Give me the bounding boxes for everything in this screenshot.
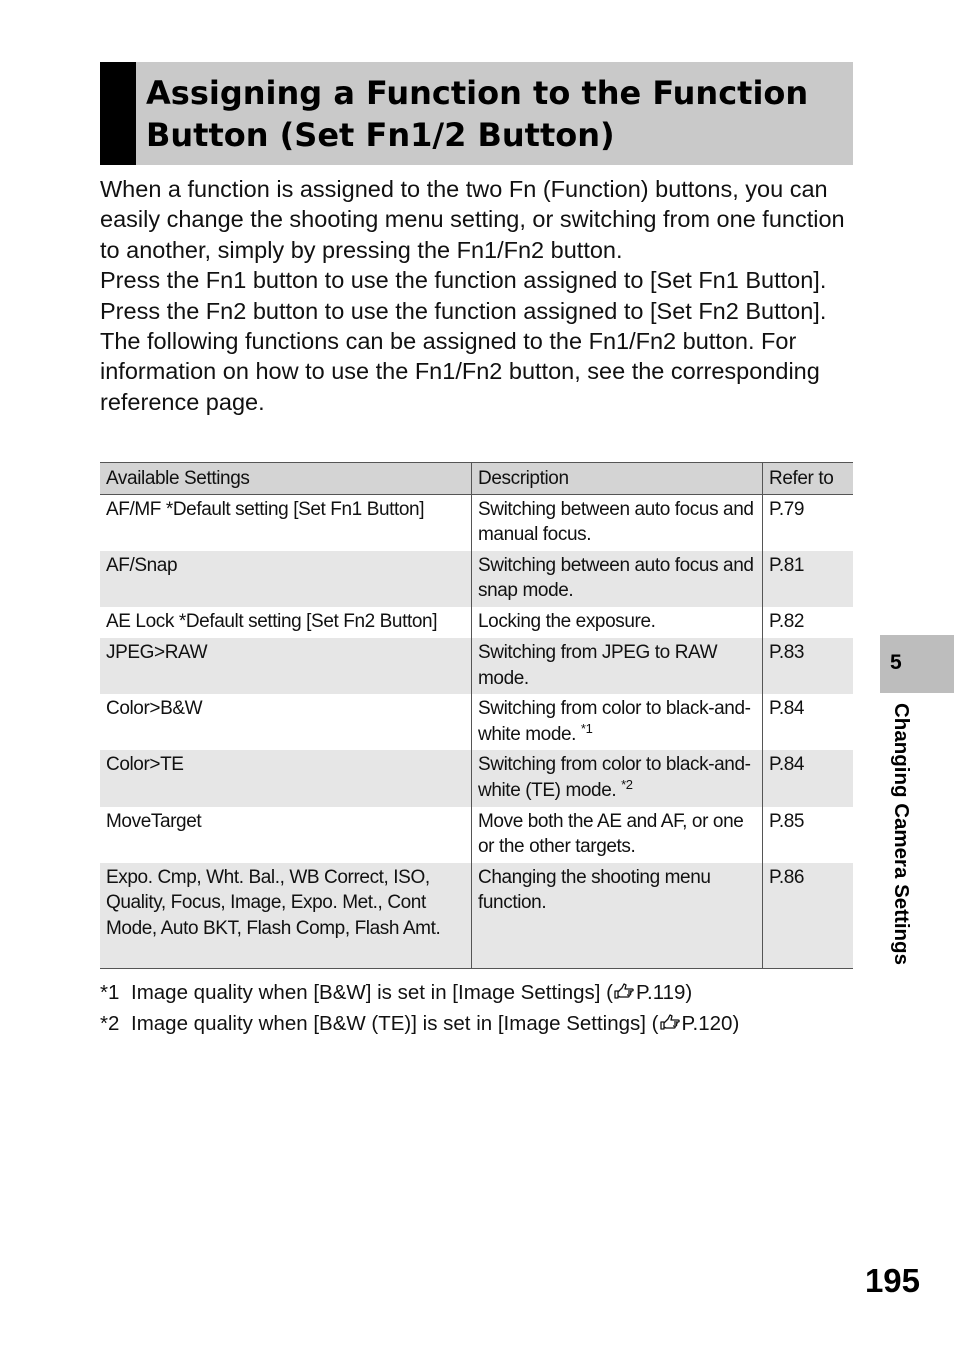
table-header-row [100, 463, 853, 495]
setting-cell: AF/MF *Default setting [Set Fn1 Button] [100, 494, 472, 551]
footnote-close: ) [732, 1011, 740, 1035]
footnote-marker: *2 [621, 776, 633, 792]
page-title [146, 72, 851, 156]
chapter-label: Changing Camera Settings [890, 703, 913, 965]
description-cell [472, 750, 763, 806]
setting-cell: AF/Snap [100, 551, 472, 607]
footnote-marker: *1 [580, 720, 593, 736]
intro-paragraph-3: The following functions can be assigned to the Fn1/Fn2 button. For information on how to use the Fn1/Fn2 button, see the corresponding reference page. [100, 328, 820, 415]
description-cell [472, 863, 763, 969]
table-row [100, 863, 853, 969]
footnote-text: Image quality when [B&W] is set in [Image Settings] ( [131, 981, 613, 1004]
description-cell [472, 551, 763, 607]
intro-text [100, 174, 860, 417]
chapter-tab [880, 635, 954, 693]
ref-cell: P.84 [769, 698, 805, 720]
ref-cell: P.83 [763, 638, 854, 694]
footnote-close: ) [685, 981, 693, 1004]
footnotes [100, 978, 860, 1039]
setting-cell: JPEG>RAW [100, 638, 472, 694]
footnote-ref: P.119 [635, 981, 686, 1004]
page-title-line-1: Assigning a Function to the Function [146, 74, 809, 112]
ref-cell: P.84 [763, 750, 854, 806]
table-row [100, 750, 853, 806]
setting-cell: Color>TE [100, 750, 472, 806]
section-title-bar [100, 62, 853, 165]
ref-cell: P.81 [763, 551, 854, 607]
page-title-line-2: Button (Set Fn1/2 Button) [146, 116, 615, 154]
footnote-mark: *1 [100, 981, 120, 1004]
header-description: Description [472, 463, 763, 495]
table-row [100, 494, 853, 551]
ref-cell: P.82 [769, 610, 805, 632]
footnote-1 [100, 978, 860, 1009]
setting-cell: Expo. Cmp, Wht. Bal., WB Correct, ISO, Quality, Focus, Image, Expo. Met., Cont Mode, Auto BKT, Flash Comp, Flash Amt. [100, 863, 472, 969]
description-text: Switching from color to black-and-white mode. [478, 698, 751, 745]
ref-cell: P.79 [769, 498, 805, 520]
description-text: Switching between auto focus and manual focus. [478, 498, 754, 546]
table-row [100, 807, 853, 863]
chapter-number: 5 [890, 651, 902, 674]
footnote-ref: P.120 [681, 1011, 733, 1035]
description-cell [472, 607, 763, 638]
intro-paragraph-1: When a function is assigned to the two Fn (Function) buttons, you can easily change the shooting menu setting, or switching from one function to another, simply by pressing the Fn1/Fn2 button. [100, 176, 845, 263]
table-row [100, 607, 853, 638]
description-text: Switching from JPEG to RAW mode. [478, 641, 718, 689]
table-row [100, 638, 853, 694]
description-cell [472, 638, 763, 694]
description-text: Move both the AE and AF, or one or the other targets. [478, 810, 744, 858]
setting-cell: Color>B&W [100, 694, 472, 750]
page-number: 195 [864, 1262, 920, 1299]
description-text: Switching between auto focus and snap mode. [478, 554, 754, 602]
description-cell [472, 694, 763, 750]
table-row [100, 694, 853, 750]
description-text: Changing the shooting menu function. [478, 866, 711, 914]
pointing-hand-reference-icon [660, 1014, 680, 1032]
description-text: Switching from color to black-and-white (TE) mode. [478, 754, 751, 801]
description-cell [472, 807, 763, 863]
intro-paragraph-2: Press the Fn1 button to use the function assigned to [Set Fn1 Button]. Press the Fn2 button to use the function assigned to [Set Fn2 Button]. [100, 267, 827, 324]
setting-cell: AE Lock *Default setting [Set Fn2 Button] [100, 607, 472, 638]
ref-cell: P.86 [763, 863, 854, 969]
header-refer-to: Refer to [763, 463, 854, 495]
header-available-settings: Available Settings [100, 463, 472, 495]
footnote-text: Image quality when [B&W (TE)] is set in [Image Settings] ( [131, 1011, 659, 1035]
footnote-mark: *2 [100, 1011, 120, 1035]
footnote-2 [100, 1009, 860, 1040]
pointing-hand-reference-icon [614, 983, 634, 1001]
description-cell [472, 494, 763, 551]
setting-cell: MoveTarget [100, 807, 472, 863]
ref-cell: P.85 [769, 810, 805, 832]
description-text: Locking the exposure. [478, 610, 656, 632]
title-marker-block [100, 62, 136, 165]
table-row [100, 551, 853, 607]
settings-table [100, 462, 853, 969]
